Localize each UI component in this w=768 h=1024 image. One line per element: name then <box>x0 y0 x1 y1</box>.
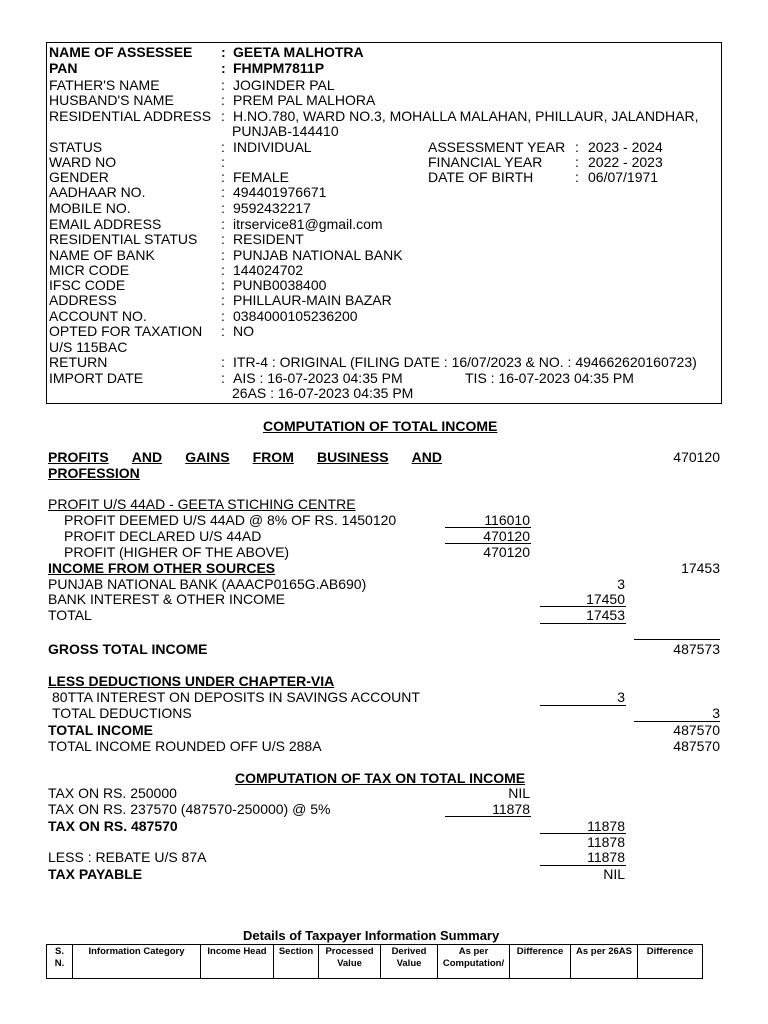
tis-header-text: As per <box>458 946 489 957</box>
field-value: JOGINDER PAL <box>233 77 335 93</box>
pgbp-heading-w2: AND <box>131 449 163 465</box>
tis-header-text: As per 26AS <box>576 946 632 957</box>
field-value: NO <box>233 323 254 339</box>
tis-header-text: Value <box>396 958 422 969</box>
tis-header-text: Value <box>337 958 362 969</box>
tis-header-text: Difference <box>646 946 694 957</box>
address-line-2: PUNJAB-144410 <box>232 123 339 139</box>
tis-col-difference-1 <box>510 945 571 979</box>
field-label: IMPORT DATE <box>49 370 144 386</box>
gross-total-income-value: 487573 <box>673 641 720 657</box>
tis-title: Details of Taxpayer Information Summary <box>243 928 500 943</box>
tax-slab-2-label: TAX ON RS. 237570 (487570-250000) @ 5% <box>48 801 331 817</box>
pnb-interest-value: 3 <box>617 576 625 592</box>
assessment-year-sep: : <box>575 139 579 155</box>
tis-header-text: S. <box>55 946 64 957</box>
field-separator: : <box>221 216 225 232</box>
other-sources-total-label: TOTAL <box>48 607 92 623</box>
deduction-80tta-value: 3 <box>617 689 625 705</box>
field-value: FEMALE <box>233 169 290 185</box>
higher-profit-value: 470120 <box>483 544 530 560</box>
field-separator: : <box>221 354 225 370</box>
field-separator: : <box>221 308 225 324</box>
field-value: INDIVIDUAL <box>233 139 312 155</box>
field-label: ADDRESS <box>49 292 117 308</box>
field-label: PAN <box>49 60 78 76</box>
rounded-income-label: TOTAL INCOME ROUNDED OFF U/S 288A <box>48 738 322 754</box>
field-label: MICR CODE <box>49 262 130 278</box>
tis-col-category <box>73 945 201 979</box>
higher-profit-label: PROFIT (HIGHER OF THE ABOVE) <box>64 544 290 560</box>
financial-year-label: FINANCIAL YEAR <box>428 154 543 170</box>
deductions-heading: LESS DEDUCTIONS UNDER CHAPTER-VIA <box>48 673 335 689</box>
field-value: PHILLAUR-MAIN BAZAR <box>233 292 392 308</box>
field-label: AADHAAR NO. <box>49 184 146 200</box>
total-deductions-label: TOTAL DEDUCTIONS <box>52 705 192 721</box>
import-26as-date: 26AS : 16-07-2023 04:35 PM <box>232 385 414 401</box>
field-value: 494401976671 <box>233 184 327 200</box>
rule <box>445 816 531 817</box>
field-label: WARD NO <box>49 154 117 170</box>
field-separator: : <box>221 277 225 293</box>
bank-interest-label: BANK INTEREST & OTHER INCOME <box>48 591 285 607</box>
pgbp-heading-w3: GAINS <box>185 449 230 465</box>
tis-header-text: Computation/ <box>442 958 505 969</box>
field-label: ACCOUNT NO. <box>49 308 147 324</box>
field-separator: : <box>221 77 225 93</box>
tis-header-text: Section <box>278 946 314 957</box>
assessment-year-label: ASSESSMENT YEAR <box>428 139 566 155</box>
field-label: RESIDENTIAL ADDRESS <box>49 108 212 124</box>
field-separator: : <box>221 370 225 386</box>
tax-slab-1-value: NIL <box>508 785 530 801</box>
tis-col-derived <box>381 945 438 979</box>
field-label: MOBILE NO. <box>49 200 131 216</box>
declared-profit-label: PROFIT DECLARED U/S 44AD <box>64 528 262 544</box>
tax-on-total-label: TAX ON RS. 487570 <box>48 818 178 834</box>
total-income-value: 487570 <box>673 722 720 738</box>
field-value: 144024702 <box>233 262 304 278</box>
financial-year-value: 2022 - 2023 <box>588 154 663 170</box>
field-value: GEETA MALHOTRA <box>233 44 364 60</box>
pgbp-heading-line-2: PROFESSION <box>48 465 140 481</box>
deemed-profit-value: 116010 <box>484 512 530 528</box>
pgbp-heading-w6: AND <box>411 449 442 465</box>
field-separator: : <box>221 139 225 155</box>
field-value: FHMPM7811P <box>233 60 325 76</box>
bank-interest-value: 17450 <box>586 591 625 607</box>
other-sources-total-value: 17453 <box>586 607 625 623</box>
dob-value: 06/07/1971 <box>588 169 659 185</box>
pgbp-heading-w5: BUSINESS <box>316 449 389 465</box>
field-label: NAME OF ASSESSEE <box>49 44 193 60</box>
field-label: FATHER'S NAME <box>49 77 160 93</box>
pgbp-heading-w1: PROFITS <box>48 449 109 465</box>
field-separator: : <box>221 44 226 60</box>
field-label: GENDER <box>49 169 109 185</box>
field-separator: : <box>221 169 225 185</box>
import-tis-date: TIS : 16-07-2023 04:35 PM <box>465 370 634 386</box>
tis-header-text: N. <box>54 958 65 969</box>
tax-payable-label: TAX PAYABLE <box>48 866 143 882</box>
deemed-profit-label: PROFIT DEEMED U/S 44AD @ 8% OF RS. 1450120 <box>64 512 397 528</box>
tis-header-text: Income Head <box>207 946 267 957</box>
field-separator: : <box>221 292 225 308</box>
rebate-value: 11878 <box>587 849 625 865</box>
gross-total-income-label: GROSS TOTAL INCOME <box>48 641 208 657</box>
field-value: itrservice81@gmail.com <box>233 216 383 232</box>
field-separator: : <box>221 154 225 170</box>
taxation-label-line-2: U/S 115BAC <box>49 339 128 355</box>
deduction-80tta-label: 80TTA INTEREST ON DEPOSITS IN SAVINGS ACCOUNT <box>52 689 420 705</box>
field-value: ITR-4 : ORIGINAL (FILING DATE : 16/07/2023 & NO. : 494662620160723) <box>233 354 697 370</box>
field-separator: : <box>221 60 226 76</box>
tis-col-difference-2 <box>638 945 703 979</box>
field-label: HUSBAND'S NAME <box>49 92 174 108</box>
tis-header-row <box>47 945 703 979</box>
field-label: EMAIL ADDRESS <box>49 216 162 232</box>
tis-table <box>46 944 703 979</box>
rule <box>540 623 626 624</box>
profit-44ad-heading: PROFIT U/S 44AD - GEETA STICHING CENTRE <box>48 496 356 512</box>
tis-col-section <box>274 945 319 979</box>
field-separator: : <box>221 108 225 124</box>
field-separator: : <box>221 92 225 108</box>
assessment-year-value: 2023 - 2024 <box>588 139 663 155</box>
field-label: RETURN <box>49 354 108 370</box>
pgbp-total: 470120 <box>673 449 720 465</box>
field-separator: : <box>221 184 225 200</box>
field-label: OPTED FOR TAXATION <box>49 323 203 339</box>
rule <box>445 527 531 528</box>
field-label: IFSC CODE <box>49 277 126 293</box>
field-value: PREM PAL MALHORA <box>233 92 376 108</box>
tax-subtotal-value: 11878 <box>587 834 625 850</box>
tis-col-income-head <box>201 945 274 979</box>
tis-col-as-per-computation <box>438 945 510 979</box>
dob-sep: : <box>575 169 579 185</box>
tis-col-sno <box>47 945 73 979</box>
tax-slab-2-value: 11878 <box>492 801 530 817</box>
computation-title: COMPUTATION OF TOTAL INCOME <box>263 418 498 434</box>
tax-payable-value: NIL <box>603 866 625 882</box>
field-value: PUNB0038400 <box>233 277 327 293</box>
rebate-label: LESS : REBATE U/S 87A <box>48 849 207 865</box>
tis-header-text: Difference <box>516 946 564 957</box>
field-separator: : <box>221 247 225 263</box>
field-value: AIS : 16-07-2023 04:35 PM <box>233 370 403 386</box>
field-value: H.NO.780, WARD NO.3, MOHALLA MALAHAN, PHILLAUR, JALANDHAR, <box>233 108 699 124</box>
tis-header-text: Derived <box>391 946 427 957</box>
field-separator: : <box>221 200 225 216</box>
field-value: 9592432217 <box>233 200 311 216</box>
pnb-interest-label: PUNJAB NATIONAL BANK (AAACP0165G.AB690) <box>48 576 367 592</box>
tis-header-text: Processed <box>325 946 374 957</box>
tis-header-text: Information Category <box>88 946 185 957</box>
field-value: RESIDENT <box>233 231 304 247</box>
tax-computation-title: COMPUTATION OF TAX ON TOTAL INCOME <box>235 770 526 786</box>
other-sources-heading: INCOME FROM OTHER SOURCES <box>48 560 276 576</box>
field-value: PUNJAB NATIONAL BANK <box>233 247 403 263</box>
field-separator: : <box>221 231 225 247</box>
tis-col-as-per-26as <box>571 945 638 979</box>
total-income-label: TOTAL INCOME <box>48 722 153 738</box>
dob-label: DATE OF BIRTH <box>428 169 534 185</box>
field-separator: : <box>221 323 225 339</box>
pgbp-heading <box>48 449 442 465</box>
field-label: STATUS <box>49 139 103 155</box>
pgbp-heading-w4: FROM <box>252 449 294 465</box>
field-value: 0384000105236200 <box>233 308 358 324</box>
total-deductions-value: 3 <box>712 705 720 721</box>
tax-on-total-value: 11878 <box>587 818 625 834</box>
field-label: NAME OF BANK <box>49 247 155 263</box>
tis-col-processed <box>319 945 381 979</box>
other-sources-total: 17453 <box>681 560 720 576</box>
declared-profit-value: 470120 <box>483 528 530 544</box>
financial-year-sep: : <box>575 154 579 170</box>
tax-slab-1-label: TAX ON RS. 250000 <box>48 785 177 801</box>
rounded-income-value: 487570 <box>673 738 720 754</box>
field-label: RESIDENTIAL STATUS <box>49 231 198 247</box>
field-separator: : <box>221 262 225 278</box>
rule <box>634 639 720 640</box>
rule <box>540 705 626 706</box>
